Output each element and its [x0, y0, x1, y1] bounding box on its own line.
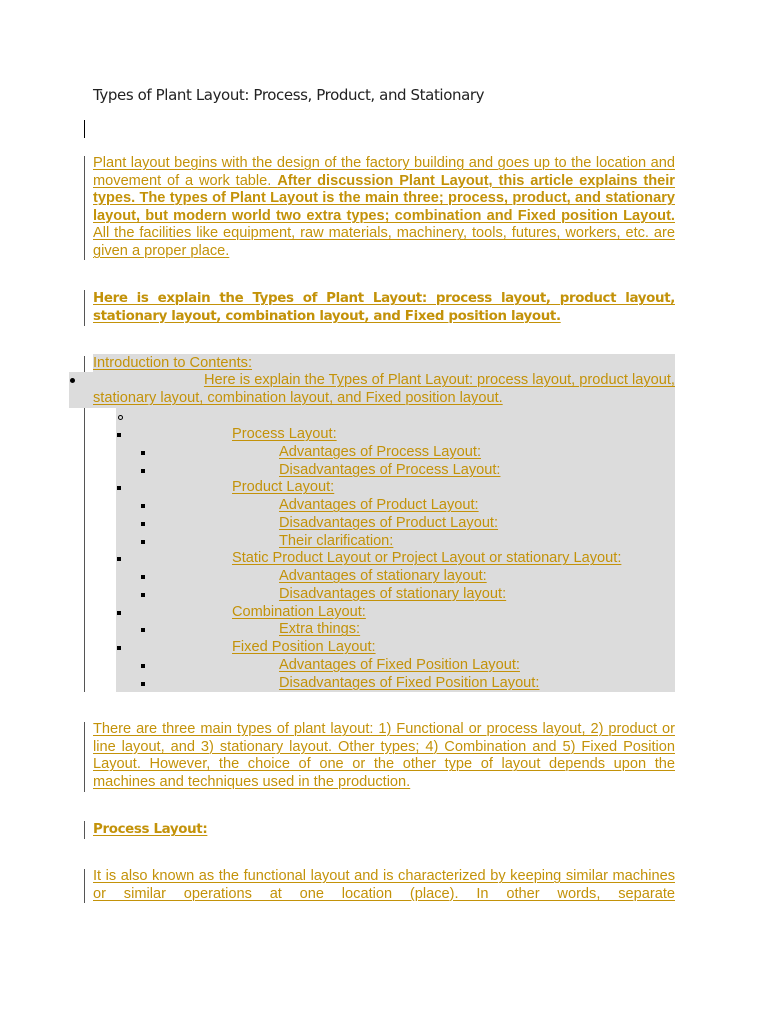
bullet-square-icon — [117, 486, 121, 490]
toc-subsection-link[interactable]: Disadvantages of stationary layout: — [279, 585, 507, 602]
bullet-square-icon — [141, 504, 145, 508]
intro-bold-text: After discussion Plant Layout, this article explains their types. The types of Plant Layout is the main three; process, product, and stationary layout, but modern world two extra types; combination and Fixed position Layout. — [93, 172, 675, 224]
change-bar — [84, 290, 85, 326]
bullet-square-icon — [141, 522, 145, 526]
bullet-square-icon — [117, 646, 121, 650]
toc-section-link[interactable]: Static Product Layout or Project Layout or stationary Layout: — [232, 550, 622, 567]
bullet-dot-icon — [70, 378, 75, 383]
toc-section-link[interactable]: Fixed Position Layout: — [232, 639, 376, 655]
toc-subsection-link[interactable]: Disadvantages of Product Layout: — [279, 514, 499, 531]
bullet-square-icon — [141, 593, 145, 597]
bullet-square-icon — [141, 469, 145, 473]
change-bar — [84, 156, 85, 260]
toc-section-link[interactable]: Process Layout: — [232, 426, 337, 442]
toc-subsection-link[interactable]: Advantages of stationary layout: — [279, 568, 487, 584]
change-bar — [84, 869, 85, 903]
toc-section-link[interactable]: Product Layout: — [232, 479, 335, 496]
bullet-square-icon — [141, 664, 145, 668]
change-bar — [84, 722, 85, 792]
types-paragraph[interactable]: There are three main types of plant layout: 1) Functional or process layout, 2) product or line layout, and 3) stationary layout. Other types; 4) Combination and 5) Fixed Position Layout. However, the choice of one or the other type of layout depends upon the machines and techniques used in the production. — [93, 721, 675, 790]
bullet-square-icon — [141, 575, 145, 579]
intro-text-2: All the facilities like equipment, raw materials, machinery, tools, futures, workers, etc. are given a proper place. — [93, 225, 675, 259]
document-title: Types of Plant Layout: Process, Product, and Stationary — [93, 86, 485, 104]
toc-subsection-link[interactable]: Advantages of Process Layout: — [279, 443, 482, 460]
bullet-circle-icon — [118, 415, 123, 420]
bullet-square-icon — [141, 682, 145, 686]
intro-text-1: Plant layout begins with the design of the factory building and goes up to the location and movement of a work table. — [93, 155, 675, 189]
toc-subsection-link[interactable]: Advantages of Fixed Position Layout: — [279, 656, 520, 673]
bullet-square-icon — [117, 433, 121, 437]
toc-subsection-link[interactable]: Their clarification: — [279, 532, 394, 549]
process-layout-heading[interactable]: Process Layout: — [93, 822, 208, 837]
explain-heading[interactable]: Here is explain the Types of Plant Layout: process layout, product layout, stationary layout, combination layout, and Fixed position layout. — [93, 291, 675, 324]
bullet-square-icon — [141, 540, 145, 544]
intro-paragraph[interactable] — [93, 155, 675, 261]
change-bar — [84, 821, 85, 839]
toc-subsection-link[interactable]: Disadvantages of Process Layout: — [279, 461, 501, 478]
bullet-square-icon — [117, 557, 121, 561]
toc-main-line-2[interactable]: stationary layout, combination layout, and Fixed position layout. — [93, 390, 503, 406]
bullet-square-icon — [141, 628, 145, 632]
process-paragraph[interactable]: It is also known as the functional layout and is characterized by keeping similar machines or similar operations at one location (place). In other words, separate — [93, 868, 675, 902]
bullet-square-icon — [117, 611, 121, 615]
toc-subsection-link[interactable]: Advantages of Product Layout: — [279, 497, 479, 513]
toc-title[interactable]: Introduction to Contents: — [93, 355, 253, 371]
toc-subsection-link[interactable]: Disadvantages of Fixed Position Layout: — [279, 674, 540, 691]
toc-subsection-link[interactable]: Extra things: — [279, 621, 361, 638]
text-cursor — [84, 120, 85, 138]
toc-main-line-1[interactable]: Here is explain the Types of Plant Layout: process layout, product layout, — [203, 372, 675, 388]
toc-section-link[interactable]: Combination Layout: — [232, 603, 366, 620]
bullet-square-icon — [141, 451, 145, 455]
